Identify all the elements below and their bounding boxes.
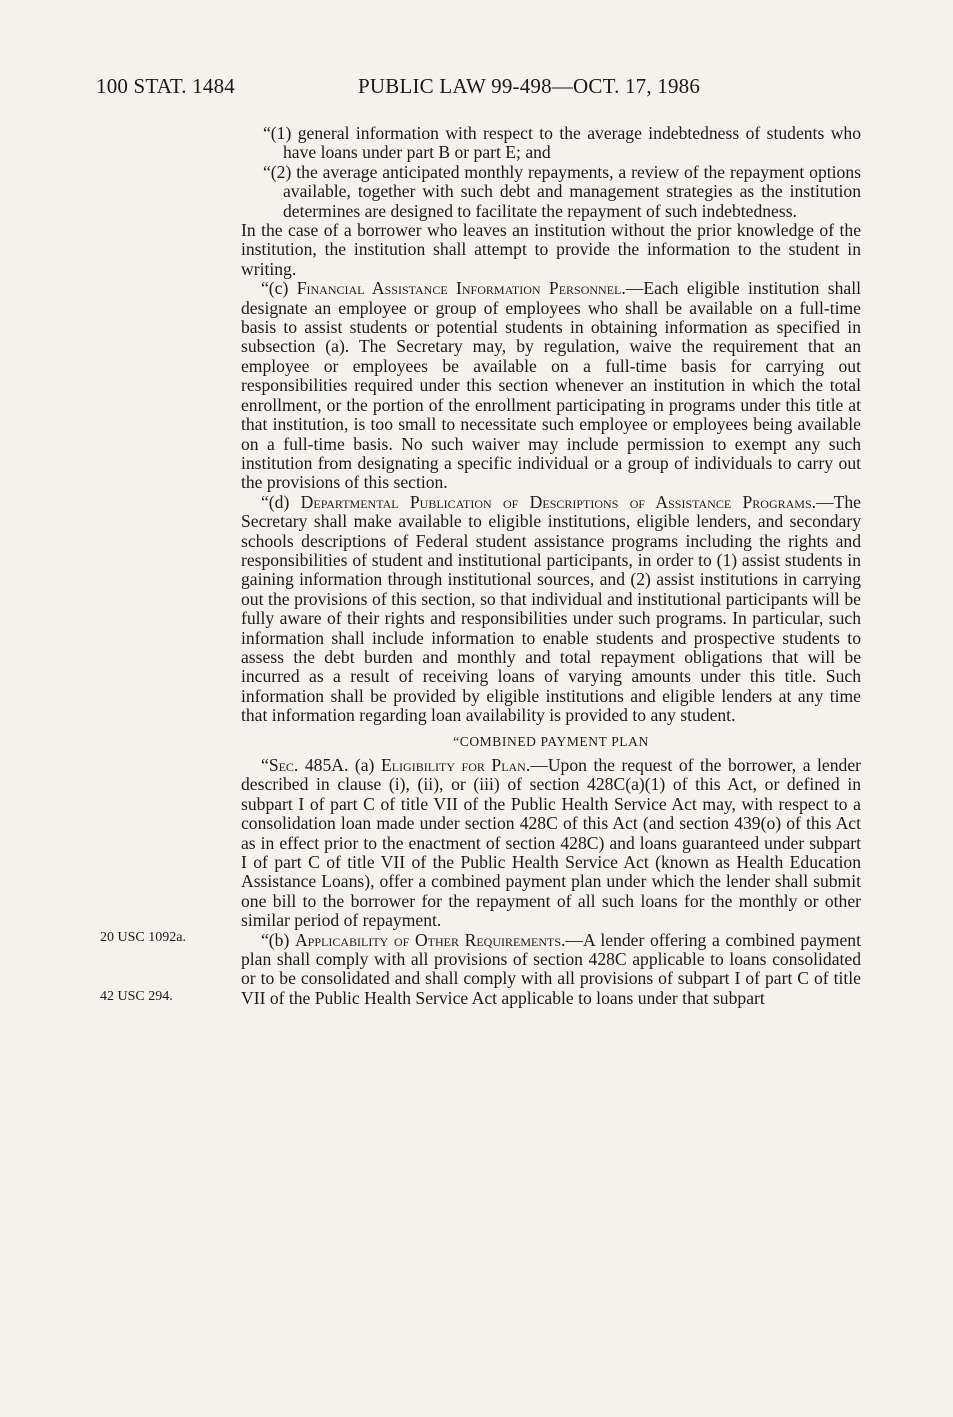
- section-d: [241, 493, 861, 726]
- section-c-lead: “(c): [261, 278, 297, 299]
- margin-note-usc-1092a: 20 USC 1092a.: [100, 930, 186, 945]
- section-d-title: Departmental Publication of Descriptions of Assistance Programs.: [300, 491, 817, 512]
- section-485a-sec: Sec.: [268, 755, 299, 775]
- section-485a-a: [241, 756, 861, 931]
- paragraph-3: In the case of a borrower who leaves an institution without the prior knowledge of the institution, the institution shall attempt to provide the information to the student in writing.: [241, 220, 861, 279]
- section-485a-a-title: Eligibility for Plan.: [380, 755, 531, 775]
- section-485a-b: [241, 931, 861, 1009]
- paragraph-1: “(1) general information with respect to the average indebtedness of students who have loans under part B or part E; and: [263, 123, 861, 163]
- section-485a-b-body: —A lender offering a combined payment plan shall comply with all provisions of section 428C applicable to loans consolidated or to be consolidated and shall comply with all provisions of subpart I of part C of title VII of the Public Health Service Act applicable to loans under that subpart: [241, 929, 861, 1008]
- document-body: [241, 124, 861, 1008]
- section-c-title: Financial Assistance Information Personnel.: [296, 278, 626, 299]
- section-d-body: —The Secretary shall make available to eligible institutions, eligible lenders, and secondary schools descriptions of Federal student assistance programs including the rights and responsibilities of student and institutional participants, in order to (1) assist students in gaining information through institutional sources, and (2) assist institutions in carrying out the provisions of this section, so that individual and institutional participants will be fully aware of their rights and responsibilities under such programs. In particular, such information shall include information to enable students and prospective students to assess the debt burden and monthly and total repayment obligations that will be incurred as a result of receiving loans of varying amounts under this title. Such information shall be provided by eligible institutions and eligible lenders at any time that information regarding loan availability is provided to any student.: [241, 491, 861, 726]
- public-law-title: PUBLIC LAW 99-498—OCT. 17, 1986: [358, 74, 701, 98]
- section-d-lead: “(d): [261, 491, 301, 512]
- combined-payment-plan-heading: “COMBINED PAYMENT PLAN: [453, 733, 649, 749]
- section-485a-b-title: Applicability of Other Requirements.: [294, 929, 566, 950]
- section-485a-a-body: —Upon the request of the borrower, a lender described in clause (i), (ii), or (iii) of section 428C(a)(1) of this Act, or defined in subpart I of part C of title VII of the Public Health Service Act may, with respect to a consolidation loan made under section 428C of this Act (and section 439(o) of this Act as in effect prior to the enactment of section 428C) and loans guaranteed under subpart I of part C of title VII of the Public Health Service Act (known as Health Education Assistance Loans), offer a combined payment plan under which the lender shall submit one bill to the borrower for the repayment of all such loans for the monthly or other similar period of repayment.: [241, 755, 862, 931]
- section-c-body: —Each eligible institution shall designate an employee or group of employees who shall be available on a full-time basis to assist students or potential students in obtaining information as specified in subsection (a). The Secretary may, by regulation, waive the requirement that an employee or employees be available on a full-time basis for carrying out responsibilities required under this section whenever an institution in which the total enrollment, or the portion of the enrollment participating in programs under this title at that institution, is too small to necessitate such employee or employees being available on a full-time basis. No such waiver may include permission to exempt any such institution from designating a specific individual or a group of individuals to carry out the provisions of this section.: [241, 278, 862, 493]
- margin-note-usc-294: 42 USC 294.: [100, 989, 173, 1004]
- section-485a-b-lead: “(b): [261, 929, 295, 950]
- paragraph-2: “(2) the average anticipated monthly repayments, a review of the repayment options available, together with such debt and management strategies as the institution determines are designed to facilitate the repayment of such indebtedness.: [263, 161, 861, 221]
- section-c: [241, 279, 861, 492]
- statute-citation: 100 STAT. 1484: [96, 74, 235, 98]
- section-485a-lead: “: [261, 755, 269, 775]
- section-485a-num: 485A. (a): [298, 755, 381, 775]
